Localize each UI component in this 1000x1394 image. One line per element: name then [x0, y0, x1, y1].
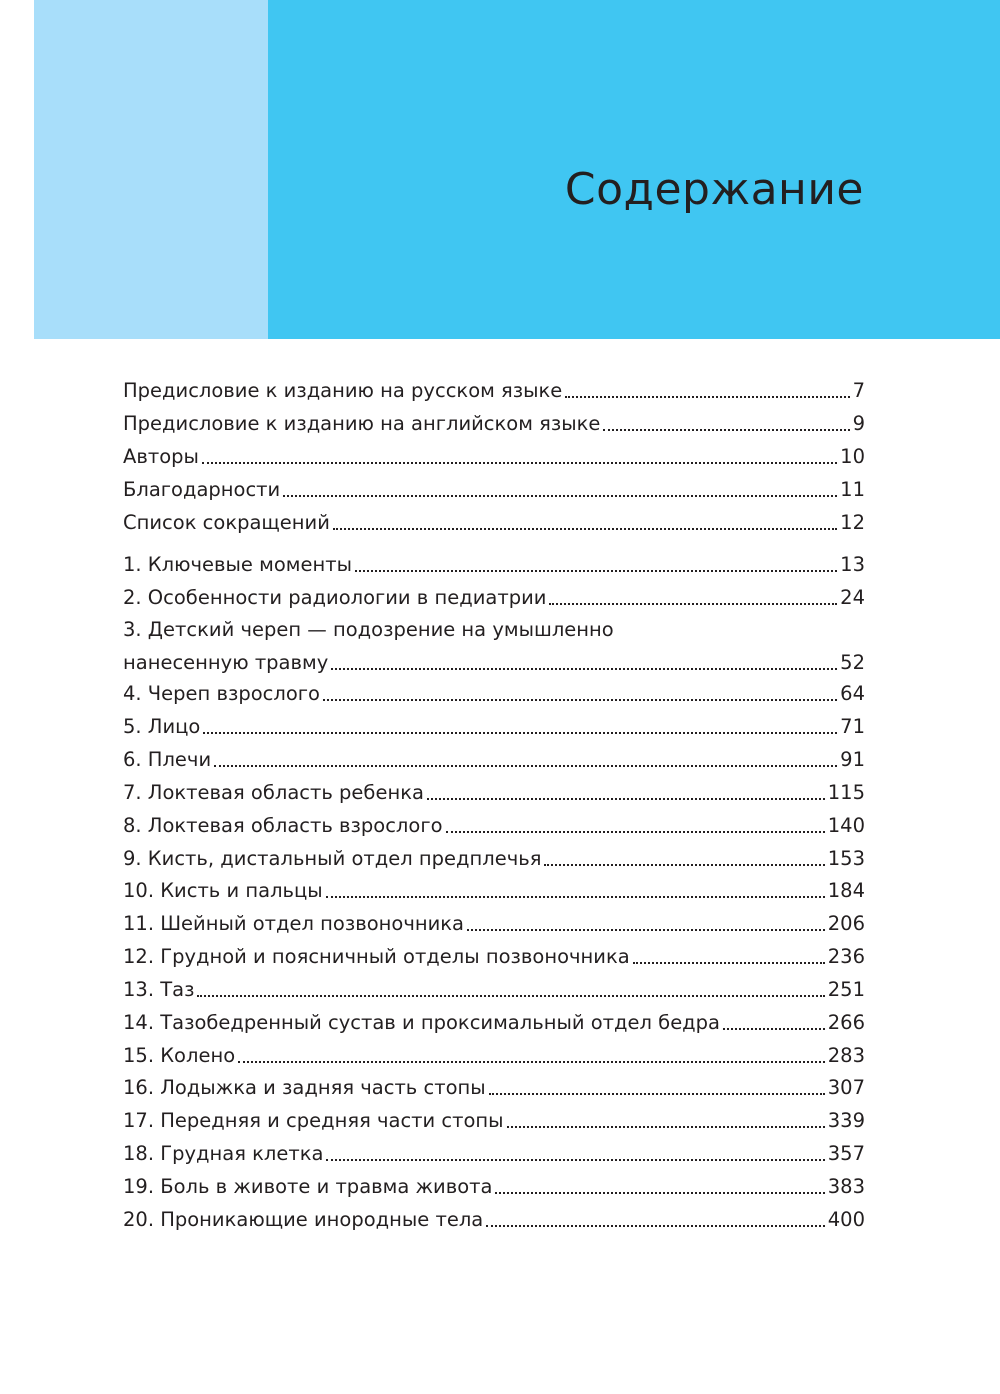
toc-entry-title: 10. Кисть и пальцы — [123, 879, 323, 902]
toc-entry-page: 266 — [827, 1011, 865, 1034]
leader-dots — [544, 864, 824, 866]
leader-dots — [355, 570, 837, 572]
leader-dots — [197, 995, 824, 997]
toc-entry-page: 91 — [840, 748, 865, 771]
toc-entry-title: 2. Особенности радиологии в педиатрии — [123, 586, 547, 609]
toc-entry-page: 153 — [827, 847, 865, 870]
toc-entry-title: 13. Таз — [123, 978, 195, 1001]
toc-entry-title: 14. Тазобедренный сустав и проксимальный отдел бедра — [123, 1011, 720, 1034]
toc-entry[interactable] — [123, 904, 865, 937]
toc-entry-title: 17. Передняя и средняя части стопы — [123, 1109, 504, 1132]
toc-entry-title: 8. Локтевая область взрослого — [123, 814, 443, 837]
toc-entry-page: 400 — [827, 1208, 865, 1231]
toc-entry-page: 64 — [840, 682, 865, 705]
toc-entry[interactable] — [123, 1068, 865, 1101]
toc-entry-page: 251 — [827, 978, 865, 1001]
toc-entry-page: 115 — [827, 781, 865, 804]
toc-entry-page: 7 — [852, 379, 865, 402]
toc-entry-title: Предисловие к изданию на английском языке — [123, 412, 601, 435]
toc-entry[interactable] — [123, 1101, 865, 1134]
toc-entry[interactable] — [123, 871, 865, 904]
toc-entry-page: 11 — [840, 478, 865, 501]
toc-entry[interactable] — [123, 503, 865, 536]
toc-entry-page: 24 — [840, 586, 865, 609]
leader-dots — [283, 495, 837, 497]
leader-dots — [633, 962, 825, 964]
leader-dots — [202, 462, 837, 464]
toc-entry[interactable] — [123, 937, 865, 970]
toc-entry-page: 9 — [852, 412, 865, 435]
toc-entry-title: Список сокращений — [123, 511, 330, 534]
toc-entry-page: 283 — [827, 1044, 865, 1067]
toc-entry[interactable] — [123, 404, 865, 437]
toc-entry[interactable] — [123, 578, 865, 611]
leader-dots — [467, 929, 825, 931]
toc-entry[interactable] — [123, 470, 865, 503]
toc-entry-page: 206 — [827, 912, 865, 935]
toc-entry-page: 140 — [827, 814, 865, 837]
toc-entry[interactable] — [123, 707, 865, 740]
toc-entry-page: 184 — [827, 879, 865, 902]
toc-entry-page: 13 — [840, 553, 865, 576]
leader-dots — [326, 896, 825, 898]
toc-entry-title: 1. Ключевые моменты — [123, 553, 352, 576]
toc-entry-title: 9. Кисть, дистальный отдел предплечья — [123, 847, 542, 870]
toc-entry-page: 357 — [827, 1142, 865, 1165]
toc-entry-page: 339 — [827, 1109, 865, 1132]
toc-entry-page: 10 — [840, 445, 865, 468]
leader-dots — [489, 1093, 825, 1095]
toc-entry[interactable] — [123, 1003, 865, 1036]
toc-entry[interactable] — [123, 773, 865, 806]
toc-entry[interactable] — [123, 610, 865, 676]
toc-entry-title: 16. Лодыжка и задняя часть стопы — [123, 1076, 486, 1099]
header-light-panel — [34, 0, 268, 339]
toc-entry-title: Авторы — [123, 445, 199, 468]
toc-entry-page: 12 — [840, 511, 865, 534]
toc-entry[interactable] — [123, 740, 865, 773]
leader-dots — [565, 396, 849, 398]
toc-entry-page: 307 — [827, 1076, 865, 1099]
toc-entry-page: 236 — [827, 945, 865, 968]
toc-entry[interactable] — [123, 970, 865, 1003]
leader-dots — [507, 1126, 825, 1128]
toc-entry-title: 15. Колено — [123, 1044, 236, 1067]
leader-dots — [549, 603, 837, 605]
toc-entry-title: 12. Грудной и поясничный отделы позвоночника — [123, 945, 630, 968]
toc-entry[interactable] — [123, 437, 865, 470]
toc-entry[interactable] — [123, 1134, 865, 1167]
leader-dots — [486, 1225, 825, 1227]
page-title: Содержание — [564, 164, 864, 215]
leader-dots — [323, 699, 837, 701]
toc-entry[interactable] — [123, 1200, 865, 1233]
leader-dots — [446, 831, 825, 833]
toc-entry-title: 18. Грудная клетка — [123, 1142, 324, 1165]
leader-dots — [238, 1061, 825, 1063]
toc-entry-page: 383 — [827, 1175, 865, 1198]
toc-entry-title-line2: нанесенную травму — [123, 651, 329, 674]
leader-dots — [495, 1192, 824, 1194]
toc-entry[interactable] — [123, 545, 865, 578]
leader-dots — [723, 1028, 825, 1030]
toc-entry-title: 11. Шейный отдел позвоночника — [123, 912, 465, 935]
toc-entry-title: 6. Плечи — [123, 748, 212, 771]
toc-entry-title: Благодарности — [123, 478, 281, 501]
toc-entry-title-line1: 3. Детский череп — подозрение на умышленно — [123, 618, 614, 641]
leader-dots — [331, 668, 837, 670]
leader-dots — [333, 528, 837, 530]
toc-entry-title: 20. Проникающие инородные тела — [123, 1208, 484, 1231]
leader-dots — [203, 732, 837, 734]
toc-entry[interactable] — [123, 839, 865, 872]
toc-entry-page: 52 — [840, 651, 865, 674]
toc-entry-title: 19. Боль в животе и травма живота — [123, 1175, 493, 1198]
toc-entry-page: 71 — [840, 715, 865, 738]
leader-dots — [214, 765, 837, 767]
leader-dots — [603, 429, 849, 431]
toc-entry[interactable] — [123, 674, 865, 707]
toc-entry[interactable] — [123, 1036, 865, 1069]
toc-entry[interactable] — [123, 371, 865, 404]
leader-dots — [427, 798, 825, 800]
toc-entry-title: Предисловие к изданию на русском языке — [123, 379, 563, 402]
toc-entry[interactable] — [123, 1167, 865, 1200]
toc-entry-title: 5. Лицо — [123, 715, 201, 738]
toc-entry[interactable] — [123, 806, 865, 839]
leader-dots — [326, 1159, 824, 1161]
toc-entry-title: 4. Череп взрослого — [123, 682, 320, 705]
toc-entry-title: 7. Локтевая область ребенка — [123, 781, 424, 804]
